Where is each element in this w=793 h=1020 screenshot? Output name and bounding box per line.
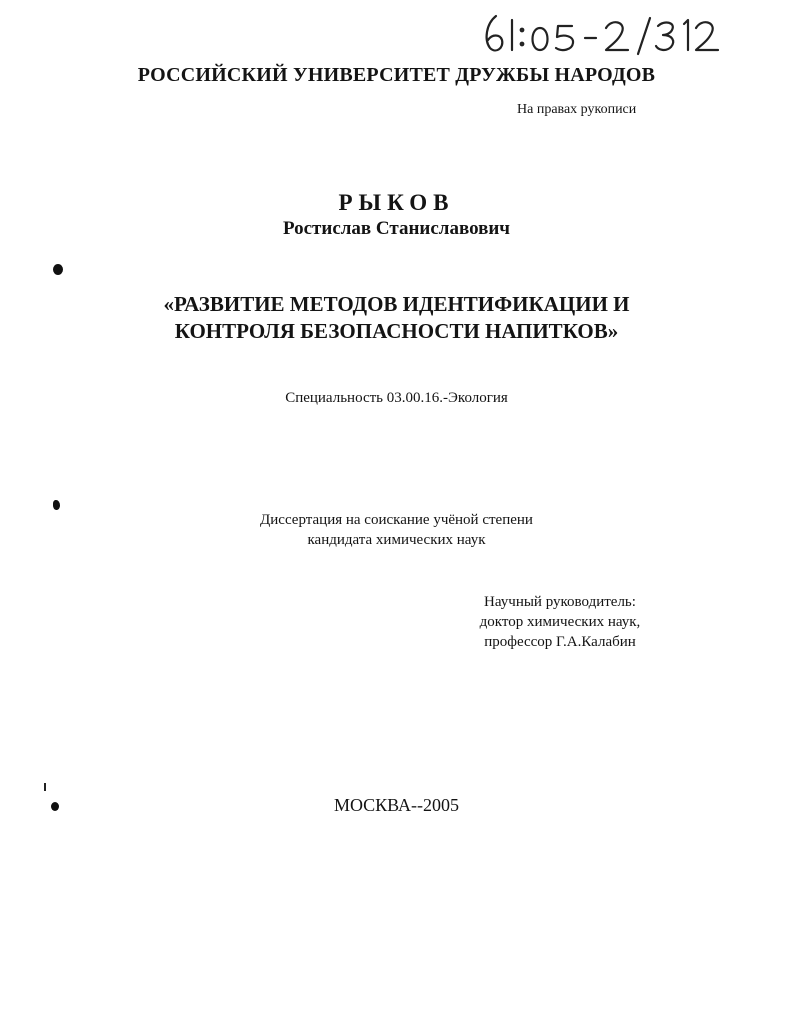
degree-statement	[0, 510, 793, 550]
city-year: МОСКВА--2005	[333, 795, 460, 815]
manuscript-rights-note: На правах рукописи	[517, 102, 637, 117]
binding-hole-mark	[53, 264, 63, 275]
author-surname: РЫКОВ	[338, 190, 455, 215]
scientific-advisor	[440, 592, 680, 652]
specialty	[0, 390, 793, 407]
author-given-names: Ростислав Станиславович	[282, 218, 511, 239]
dissertation-title	[0, 291, 793, 345]
advisor-line-2: доктор химических наук,	[479, 614, 641, 630]
handwritten-archive-code-drawing	[482, 10, 722, 58]
scan-tick-mark	[44, 783, 46, 791]
binding-hole-mark	[51, 802, 59, 811]
degree-line-1: Диссертация на соискание учёной степени	[260, 512, 533, 528]
handwritten-archive-code	[482, 10, 722, 58]
advisor-line-3: профессор Г.А.Калабин	[484, 634, 636, 650]
degree-line-2: кандидата химических наук	[307, 532, 486, 548]
advisor-line-1: Научный руководитель:	[484, 594, 636, 610]
university-name: РОССИЙСКИЙ УНИВЕРСИТЕТ ДРУЖБЫ НАРОДОВ	[137, 64, 656, 86]
binding-hole-mark	[53, 500, 60, 510]
specialty-code: 03.00.16.-Экология	[386, 390, 508, 406]
title-line-1: «РАЗВИТИЕ МЕТОДОВ ИДЕНТИФИКАЦИИ И	[163, 292, 630, 316]
specialty-label: Специальность	[285, 390, 384, 406]
title-line-2: КОНТРОЛЯ БЕЗОПАСНОСТИ НАПИТКОВ»	[174, 319, 619, 343]
